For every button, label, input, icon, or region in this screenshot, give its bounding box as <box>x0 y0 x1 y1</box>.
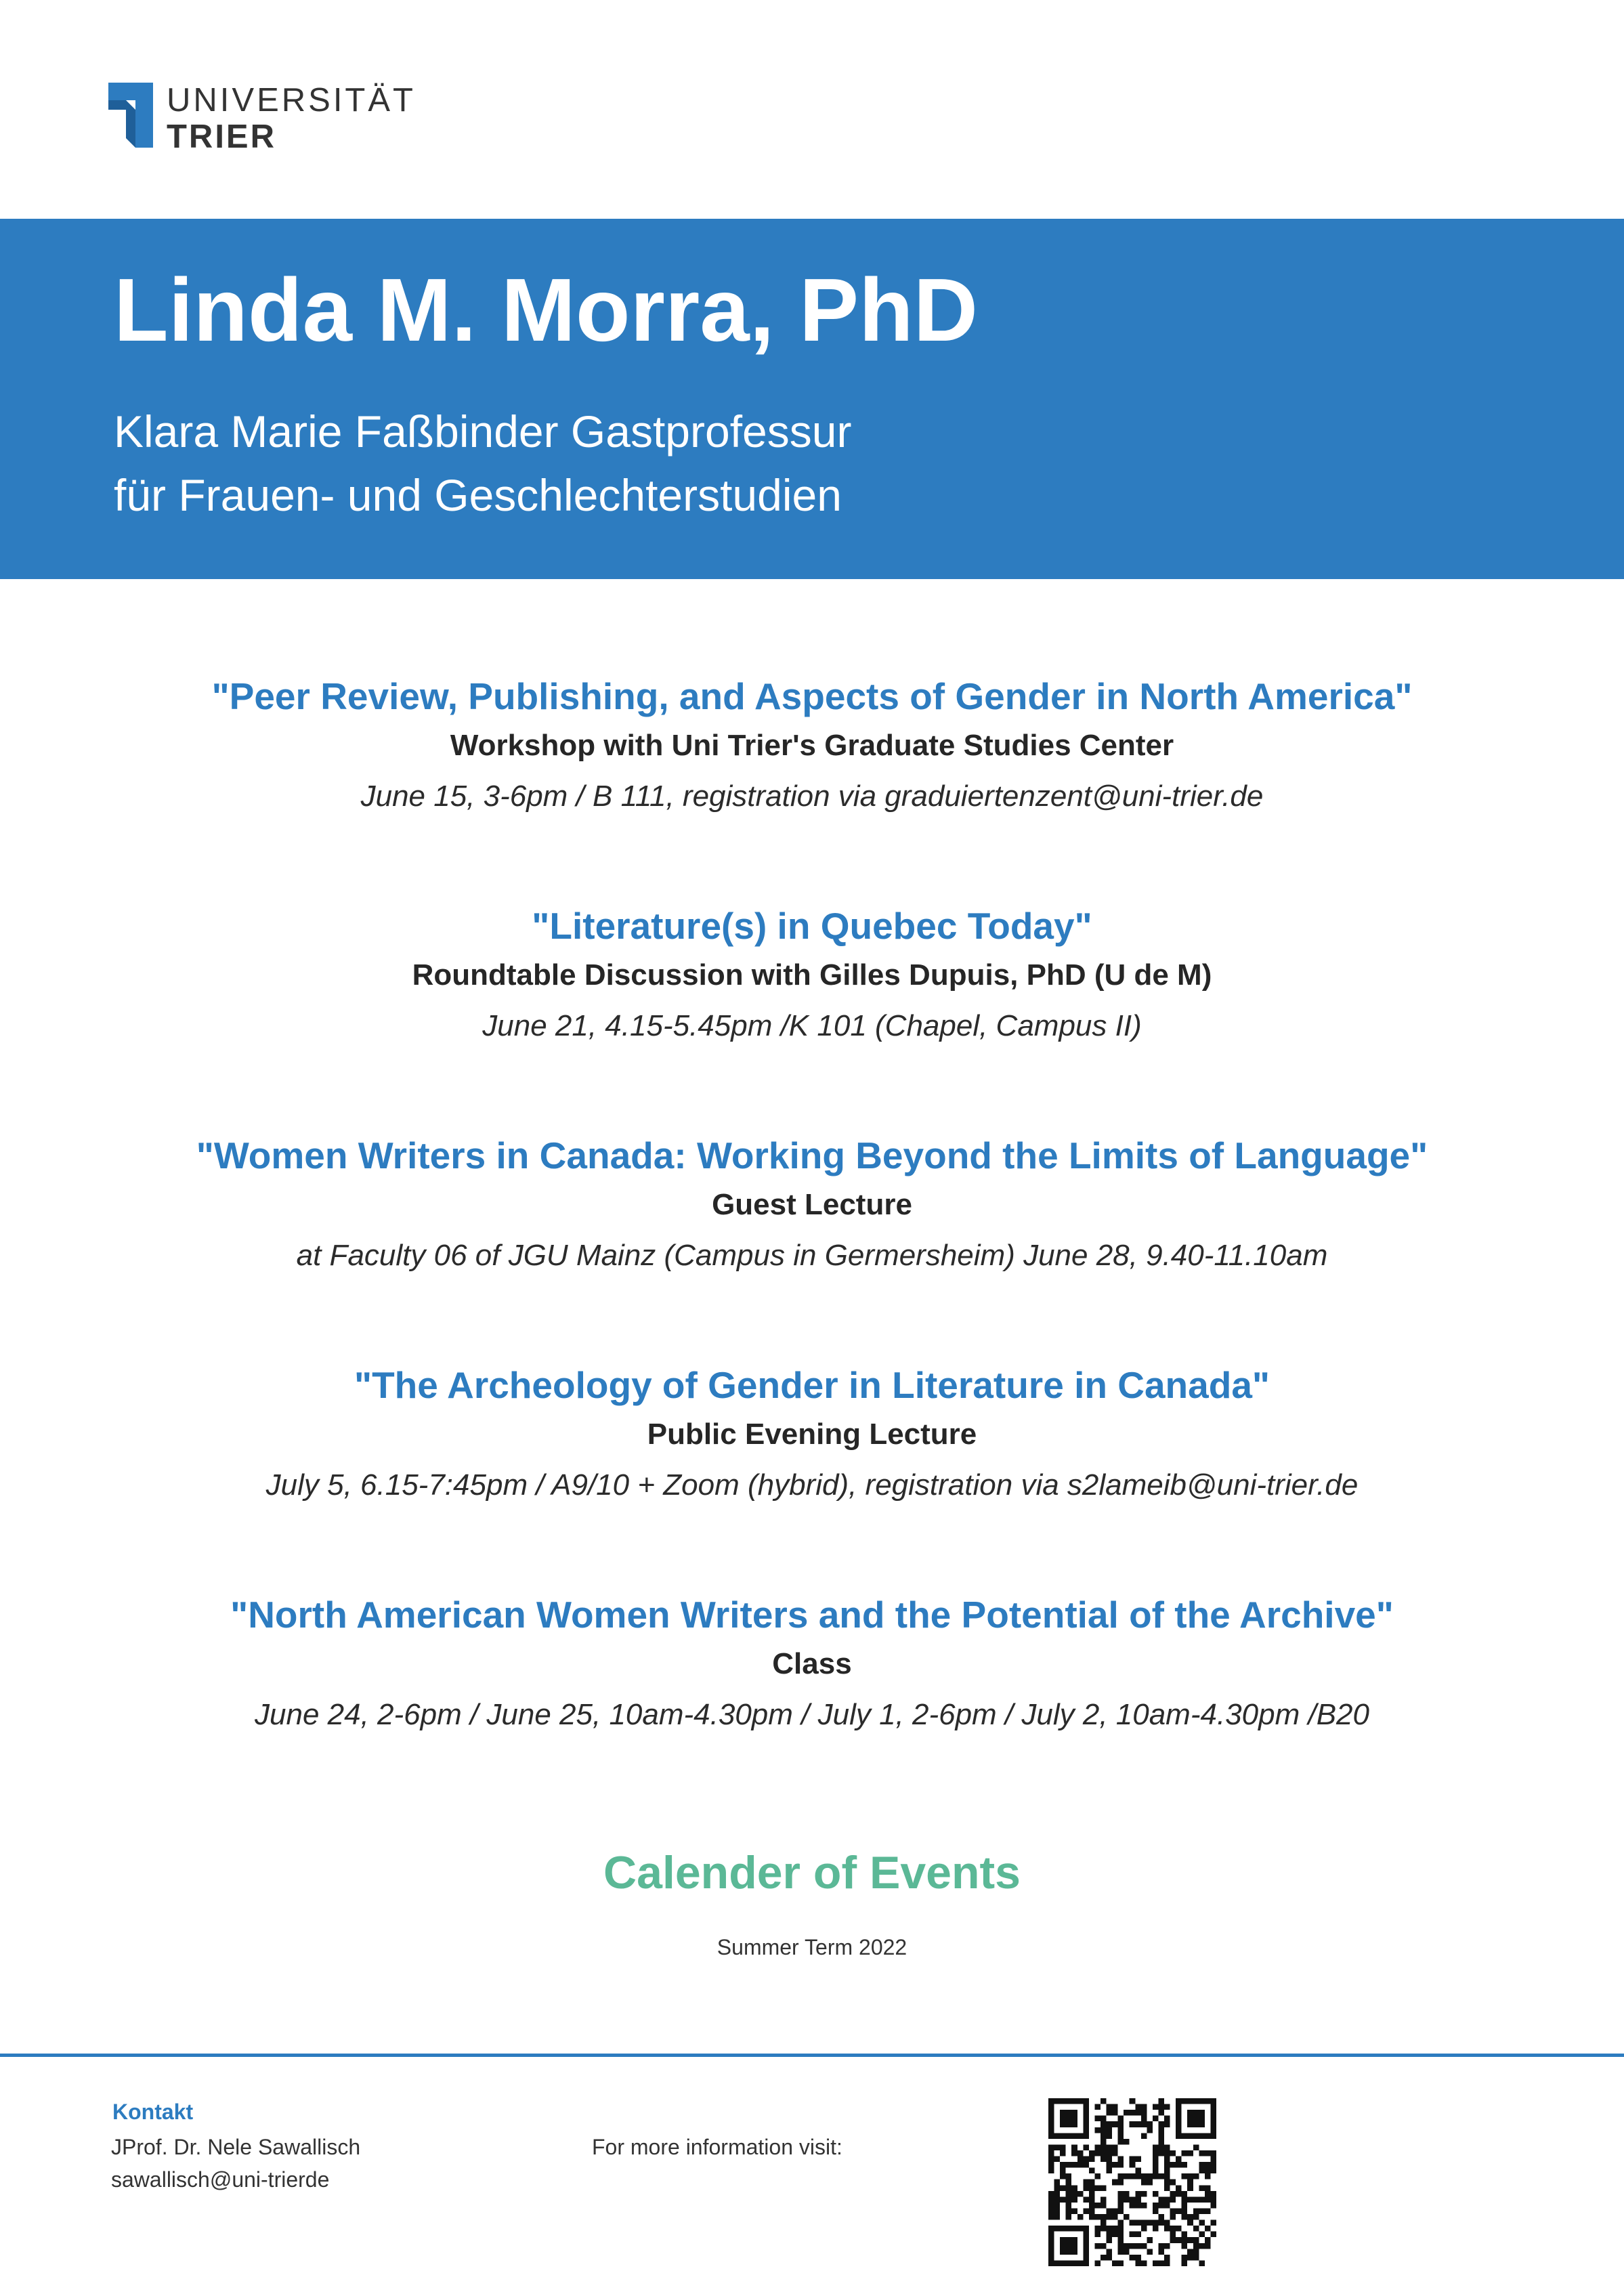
professorship-subtitle <box>114 400 851 527</box>
event-title: "Women Writers in Canada: Working Beyond the Limits of Language" <box>196 1134 1428 1176</box>
subtitle-line-2: für Frauen- und Geschlechterstudien <box>114 470 842 520</box>
event-item <box>0 1361 1624 1510</box>
event-title: "Literature(s) in Quebec Today" <box>532 905 1092 947</box>
event-details: June 15, 3-6pm / B 111, registration via graduiertenzent@uni-trier.de <box>360 780 1264 813</box>
contact-name: JProf. Dr. Nele Sawallisch <box>111 2135 361 2159</box>
contact-label: Kontakt <box>112 2100 194 2124</box>
event-title: "Peer Review, Publishing, and Aspects of Gender in North America" <box>211 675 1413 717</box>
event-details: June 24, 2-6pm / June 25, 10am-4.30pm / July 1, 2-6pm / July 2, 10am-4.30pm /B20 <box>255 1698 1369 1731</box>
event-title: "North American Women Writers and the Potential of the Archive" <box>230 1594 1394 1636</box>
event-item <box>0 1591 1624 1740</box>
footer-divider <box>0 2054 1624 2057</box>
event-kind: Workshop with Uni Trier's Graduate Studies Center <box>450 729 1174 762</box>
calendar-title: Calender of Events <box>603 1847 1021 1898</box>
event-item <box>0 673 1624 822</box>
contact-email: sawallisch@uni-trierde <box>111 2167 330 2192</box>
event-title: "The Archeology of Gender in Literature in Canada" <box>354 1364 1270 1406</box>
term-label: Summer Term 2022 <box>717 1935 907 1959</box>
qr-code-icon[interactable] <box>1048 2098 1216 2266</box>
university-logo-icon <box>108 83 153 148</box>
event-item <box>0 1132 1624 1281</box>
event-details: July 5, 6.15-7:45pm / A9/10 + Zoom (hybrid), registration via s2lameib@uni-trier.de <box>265 1468 1359 1502</box>
event-item <box>0 902 1624 1051</box>
event-details: at Faculty 06 of JGU Mainz (Campus in Germersheim) June 28, 9.40-11.10am <box>296 1239 1328 1272</box>
event-kind: Guest Lecture <box>712 1188 912 1221</box>
subtitle-line-1: Klara Marie Faßbinder Gastprofessur <box>114 406 852 456</box>
more-info-label: For more information visit: <box>592 2135 842 2159</box>
event-kind: Class <box>772 1647 852 1680</box>
logo-university-text: UNIVERSITÄT <box>167 82 416 119</box>
event-details: June 21, 4.15-5.45pm /K 101 (Chapel, Campus II) <box>482 1009 1142 1042</box>
speaker-name: Linda M. Morra, PhD <box>114 260 979 360</box>
university-logo <box>108 81 416 156</box>
event-kind: Public Evening Lecture <box>647 1418 977 1451</box>
logo-city-text: TRIER <box>167 119 276 155</box>
event-kind: Roundtable Discussion with Gilles Dupuis, PhD (U de M) <box>412 958 1212 992</box>
